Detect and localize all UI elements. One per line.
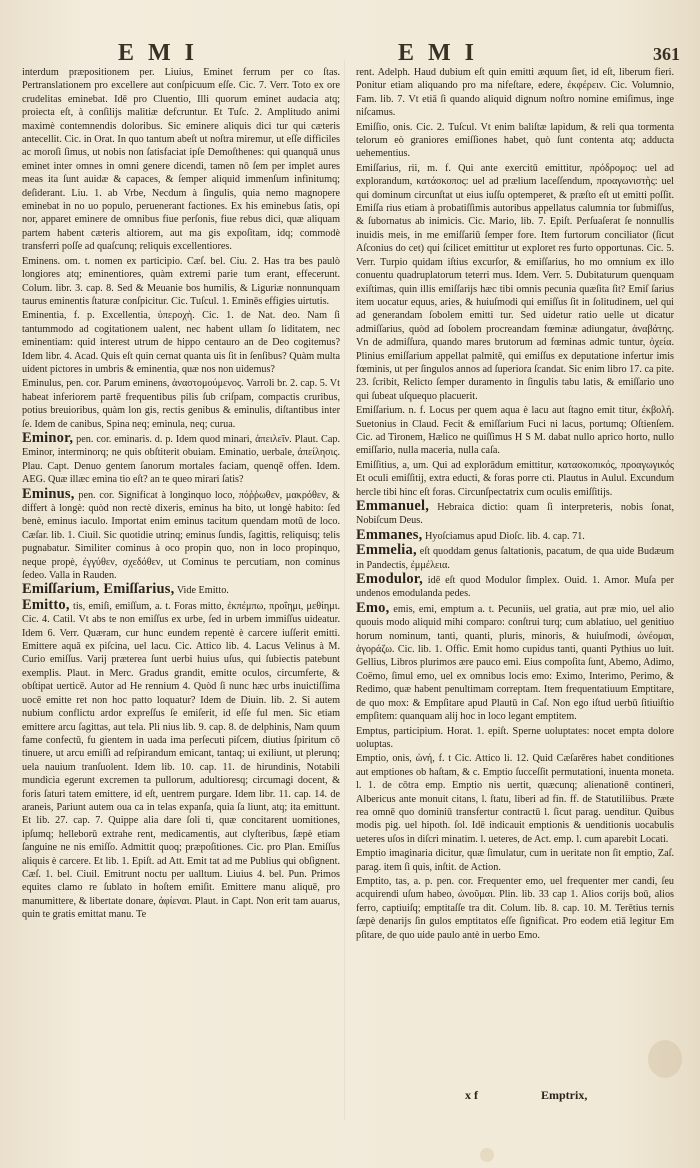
entry-text: pen. cor. eminaris. d. p. Idem quod minari, ἀπειλεῖν. Plaut. Cap. Eminor, interminorq; ne quis obſtiterit obuiam. Eminatio, uerbale, ἀπείλησις. Plau. Capt. Denuo gentem ſanorum mortales faciam, quenqē offen. Idem. AEG. Quæ illæc emina tio eſt? an te queo mirari ſatis? [22,433,340,486]
entry-headword: Emmelia, [356,542,417,559]
entry-text: Hyoſciamus apud Dioſc. lib. 4. cap. 71. [425,530,585,542]
entry-headword: Emmanuel, [356,498,430,514]
running-head-right: EMI [398,40,488,66]
entry-headword: Emo, [356,599,390,616]
dictionary-entry [356,404,674,458]
column-gutter [344,60,345,1120]
dictionary-entry [356,66,674,120]
dictionary-entry [22,596,340,922]
dictionary-entry [356,459,674,499]
dictionary-entry [356,573,674,601]
dictionary-entry [356,162,674,403]
entry-headword: Emodulor, [356,571,423,588]
dictionary-entry [356,752,674,846]
dictionary-entry [356,599,674,724]
entry-headword: Emmanes, [356,526,423,543]
running-head-left: EMI [118,40,208,66]
dictionary-entry [356,847,674,874]
entry-text: idē eſt quod Modulor ſimplex. Ouid. 1. Amor. Muſa per undenos emodulanda pedes. [356,575,674,600]
entry-headword: Eminor, [22,429,74,446]
dictionary-entry [22,377,340,431]
entry-text: Vide Emitto. [176,585,229,597]
signature-mark: x f [465,1088,478,1102]
dictionary-entry [22,255,340,309]
dictionary-entry [356,121,674,161]
dictionary-entry [22,485,340,583]
entry-text: Emptio, onis, ὠνή, f. t Cic. Attico li. 12. Quid Cæſarēres habet conditiones aut emptiones ob haſtam, & c. Emptio ſucceſſit permutationi, inuenta moneta. l. 1. de cōtra emp. Emptio nis uertit, quæcunq; alienationē contineri, Albericus ante monuit citans, l. ſtatu, liberi ad fin. ff. de Statutiliibus. Præte rea omnē quo dominiū transfertur contractū l. ſicut parag. uenditur. Quibus modis pig. uel hipoth. ſol. Idē indicauit emptionis & uenditionis uocabulis ueteres uſos in diſcri minatim. l. ueteres, de Act. emp. l. cum aparebit Locati. [356,753,674,845]
entry-text: pen. cor. Significat à longinquo loco, πόῤῥωθεν, μακρόθεν, & differt à longè: quòd non rectè dixeris, eminus ha bito, ut longè habito: ſed benè, eminus iaculo. Importat enim eminus tacitum quendam motū de loco. Cæſar. lib. 1. Ciuil. Sic quotidie utrinq; eminus ſundis, ſagittis, reliquisq; telis pugnabatur. Similiter cominus à oco propin quo, non in loco propinquo, neque propè, ἐγγύθεν, σχεδόθεν, ut Cominus te percutiam, non cominus ſedeo. Valla in Rauden. [22,489,340,582]
dictionary-entry [22,429,340,487]
entry-text: Emptito, tas, a. p. pen. cor. Frequenter emo, uel frequenter mer candi, ſeu acquirendi uſum habeo, ὠνοῦμαι. Plin. lib. 33 cap 1. Alios corijs boū, alios ferro, captiuiſq; emptitaſſe tra dit. Colum. lib. 8. cap. 10. M. Terētius ternis ſæpè denarijs ſin gulos emptitatos eſſe ſignificat. Pro eodem etiā legitur Em pſitare, de quo uide paulo antè in uerbo Emo. [356,875,674,941]
right-column [356,66,674,1106]
entry-headword: Emitto, [22,596,70,613]
dictionary-entry [22,66,340,254]
dictionary-entry [22,309,340,376]
dictionary-entry [356,544,674,572]
entry-text: tis, emiſi, emiſſum, a. t. Foras mitto, ἐκπέμπω, προΐημι, μεθίημι. Cic. 4. Catil. Vt abs te non emiſſus ex urbe, ſed in urbem immiſſus uideatur. Idem 6. Verr. Quæram, cur hunc eundem repentè è carcere iuſſerit emitti. Emittere aquā ex piſcina, uel lacu. Cic. Attico lib. 4. Lacus Velinus à M. Curio emiſſus. Varij præterea ſunt uerbi huius uſus, qui ſubiectis patebunt exemplis. Plaut. in Merc. Gradus grandit, emitte oculos, circumferte, & obſtipat uerticē. Autor ad He rennium 4. Quòd ſi nunc hæc urbs inuictiſſima uocē emitte ret non hoc patto loquatur? Idem de Diuin. lib. 2. Si autem nubium conflictu ardor expreſſus ſe emiſerit, id eſſe ful men. Sic etiam emittere arcu ſagittas, aut tela. Pli nius lib. 9. cap. 8. de delphinis, Nam quum fame confectū, fu gientem in uada ima perſecuti piſcem, diutius ſpiritum cō tinuere, ut arcu emiſſi ad reſpirandum emicant, tantaq; ui exiliunt, ut plerunq; uela nauium tranſuolent. Idem lib. 10. cap. 11. de hirundinis, Notabili mundicia egerunt excremen ta pullorum, adultioresq; circumagi docent, & foris ſaturi tatem emittere, id eſt, uentrem purgare. Idem libr. 11. cap. 14. de araneis, Pariunt autem oua ca in telas expanſa, quia ſa liunt, atq; ita emittunt. Et lib. 27. cap. 7. Quippe alia dare ſoli ti, quæ concitarent uomitiones, ipſumq; helleborū extrahe rent, medicamentis, aut clyſteribus, ſæpè etiam ſanguine ne nis emiſſo. Admittit quoq; præpoſitiones. Cic. pro Plan. Emiſſus aliquis è carcere. Et lib. 1. Epiſt. ad Att. Emit tat ad me Publius qui obſignent. Cæſ. 1. bel. Ciuil. Emitrunt noctu per ualltum. Liuius 4. bel. Pun. Primos equites clamo re ſublato in hoſtem emiſit. Emittere manu aliquē, pro manumittere, & libertate donare, ἀφίεναι. Plaut. in Capt. Non erit tam auarus, quin te gratis emittat manu. Te [22,600,340,921]
dictionary-entry [356,725,674,752]
left-column [22,66,340,1106]
entry-text: Emiſſio, onis. Cic. 2. Tuſcul. Vt enim baliſtæ lapidum, & reli qua tormenta telorum eò graniores emiſſiones habet, quò ſunt contenta atq; adducta uehementius. [356,121,674,160]
entry-text: Emptio imaginaria dicitur, quæ ſimulatur, cum in ueritate non ſit emptio, Zaſ. parag. item ſi quis, inſtit. de Action. [356,848,674,873]
page-number: 361 [653,44,680,64]
entry-text: Eminentia, f. p. Excellentia, ὑπεροχὴ. Cic. 1. de Nat. deo. Nam ſi tantummodo ad cogitationem ualent, nec habent ullam ſo liditatem, nec eminentiam: quid interest utrum de hippo centauro an de Deo cogitemus? Idem libr. 4. Acad. Quis eſt quin cernat quanta uis ſit in ſenſibus? Quàm multa uident pictores in umbris & eminentia, quæ nos non uidemus? [22,310,340,375]
entry-headword: Eminus, [22,485,75,502]
footer [465,1088,587,1103]
paper-stain [480,1148,494,1162]
entry-text: rent. Adelph. Haud dubium eſt quin emitti æquum ſiet, id eſt, liberum fieri. Ponitur etiam aliquando pro ma nifeſtare, edere, ἐκφέρειν. Cic. Volumnio, Fam. lib. 7. Vt etiā ſi quando aliquid dignum noſtro nomine emiſimus, inge niſcamus. [356,67,674,119]
entry-text: interdum præpositionem per. Liuius, Eminet ferrum per co ſtas. Pertranslationem pro excellere aut conſpicuum eſſe. Cic. 7. Verr. Toto ex ore crudelitas eminebat. Idē pro Cluentio, Illi quorum eminet audacia atq; proiecta eſt, à conſilijs malitiæ defcruntur. Et Tuſc. 2. Amplitudo animi maximè contemnendis doloribus. Sic eminere aliquis dici tur qui cæteris antecellit. Cic. in Orat. In quo tantum abeſt ut noſtra miremur, ut eſſe difficiles ac moroſi ſimus, ut nobis non ſatisfaciat ipſe Demoſthenes: qui quanquā unus eminet inter omnes in omni genere dicendi, tamen nō ſem per implet aures meas ita ſunt auidæ & capaces, & ſemper aliquid immenſum infinitumq; deſiderant. Liu. 1. ab Vrbe, Necdum à ſingulis, quia nemo magnopere eminebat in no uo populo, peruenerant factiones. Ex his eminebus ſatis, opi nor, apparet eminere de omnibus fiue perſonis, fiue rebus dici, quæ aliquam partem habent cæteris altiorem, aut ma gis expoſitam, idq; commodè transferri poſſe ad quaſcunq; reliquis excellentiores. [22,67,340,253]
dictionary-entry [22,583,340,597]
dictionary-entry [356,526,674,543]
entry-text: Hebraica dictio: quam ſi interpreteris, nobis ſonat, Nobiſcum Deus. [356,502,674,527]
dictionary-entry [356,500,674,528]
entry-text: Eminens. om. t. nomen ex participio. Cæſ. bel. Ciu. 2. Has tra bes paulò longiores atq; eminentiores, quàm extremi parie tum erant, effecerunt. Colum. libr. 3. cap. 8. Sed & Meuanie bos humilis, & Liguriæ nonnunquam taurus eminentis ſtaturæ conſpicitur. Cic. Tuſcul. 1. Eminēs effigies uirtutis. [22,255,340,307]
entry-text: Emiſſarium. n. f. Locus per quem aqua è lacu aut ſtagno emit titur, ἐκβολή. Suetonius in Claud. Fecit & emiſſarium Fuci ni lacus, portumq; Oſtienſem. Cic. ad Tironem, Hælico ne quiſſimus H S M. dabat nullo aprico horto, nullo emiſſario, nulla maceria, nulla caſa. [356,405,674,457]
entry-text: Emiſſarius, rii, m. f. Qui ante exercitū emittitur, πρόδρομος: uel ad explorandum, κατάσκοπος: uel ad prælium laceſſendum, προαγωνιστὴς: uel qui dominum circunſtat ut eius iuſſu optemperet, & præſto eſt ut emitti poſſit. Emiſſa rius etiam à probatiſſimis autoribus appellatus calumnia tor ſubmiſſus, & ſubornatus ab inimicis. Cic. Mario, lib. 7. Epiſt. Perſuaſerat ſe nonnullis inuidis meis, in me emiſſariū ſemper fore. Item furtorum conciliator (ſicut Aſconius do cet) qui ſcilicet emittitur ut exploret res furto opportunas. Cic. 5. Verr. Turpio quidam iſtius excurſor, & emiſſarius, ho mo omnium ex illo conuentu quadruplatorum teterri mus. Idem. Verr. 5. Dubitaturum quenquam exiſtimas, quin illis emiſſarijs hæc tibi omnis pecunia quæſita ſit? Emiſ ſarius item uocatur equus, aries, & huiuſmodi qui emiſſus ſit in ſolitudinem, uel qui ad generandam ſobolem emitti tur. Sed uidetur ratio uelle ut dicatur admiſſarius, quòd ad ſobolem procreandam fœminæ adiungatur, ἀναβάτης. Vn de admiſſura, quando mares brutorum ad fœminas admic tuntur, ὀχεία. Plinius emiſſarium appellat palmitē, qui emiſſus ex deputatione infertur imis fœminis, ut per ſingulos annos ad ſuperiora ſcandat. Sic enim libro 17. ca pite. 23. ſcribit, Relicto ſemper duramento in ſingulis tabu latis, & emiſſario uno qui ſubeat uſquequo placuerit. [356,162,674,402]
entry-text: Emptus, participium. Horat. 1. epiſt. Sperne uoluptates: nocet empta dolore uoluptas. [356,725,674,750]
entry-headword: Emiſſarium, Emiſſarius, [22,581,175,598]
entry-text: eſt quoddam genus ſaltationis, pacatum, de qua uide Budæum in Pandectis, ἐμμέλεια. [356,546,674,571]
paper-stain [648,1040,682,1078]
entry-text: Eminulus, pen. cor. Parum eminens, ἀναστομούμενος. Varroli br. 2. cap. 5. Vt habeat inferiorem partē frequentibus pilis ſub criſpam, compactis cruribus, potius breuioribus, quàm lon gis, rectis genibus & eminulis, diſtantibus inter ſe. Idem de canibus, Spina neq; eminula, neq; curua. [22,378,340,430]
catchword: Emptrix, [541,1088,588,1102]
entry-text: Emiſſitius, a, um. Qui ad explorādum emittitur, κατασκοπικός, προαγωγικός Et oculi emiſſitij, extra educti, & foras porre cti. Plautus in Aulul. Excundum hercle tibi hinc eſt foras. Circunſpectatrix cum oculis emiſſitijs. [356,459,674,498]
entry-text: emis, emi, emptum a. t. Pecuniis, uel gratia, aut præ mio, uel alio quouis modo aliquid mihi comparo: conſtrui turq; cum ablatiuo, uel genitiuo horum nominum, tanti, quanti, pluris, minoris, & huiuſmodi, ὠνέομαι, ἀγοράζω. Cic. lib. 1. Offic. Emit homo cupidus tanti, quanti Pythius uo luit. Gellius, Libros plurimos ære pauco emi. Eius compoſita ſunt, Abemo, Adimo, Coëmo, ſimul emo, uel ex omnibus locis emo: Eximo, Interimo, Perimo, & Redimo, quæ habent penultimam correptam. Item frequentatiuum Emptitare, de quo mox: & Empſitare apud Plautū in Caſ. Non ego iſtud uerbū ſitiuiſtio empſitem: quanquam alij hoc in loco legant emptitem. [356,603,674,723]
dictionary-entry [356,875,674,942]
